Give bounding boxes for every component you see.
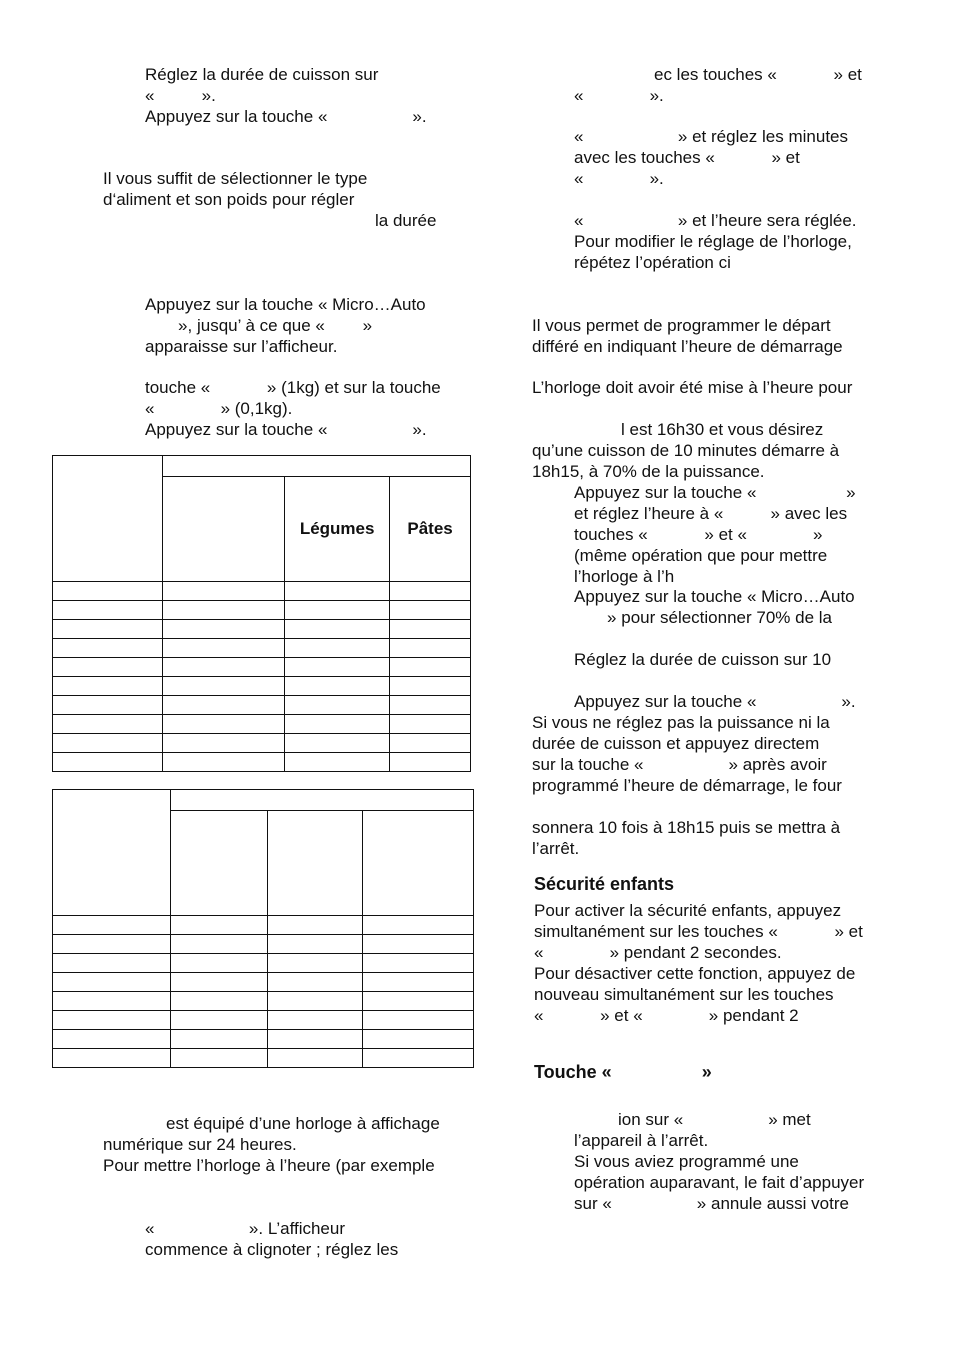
child-lock-text: nouveau simultanément sur les touches xyxy=(534,985,834,1004)
clock-step-text: répétez l’opération ci xyxy=(574,253,731,272)
paragraph-text: la durée xyxy=(375,211,437,230)
section-title-stop-key: Touche « » xyxy=(534,1062,712,1082)
step-text: touche « » (1kg) et sur la touche xyxy=(145,378,441,397)
delay-step-text: et réglez l’heure à « » avec les xyxy=(574,504,848,523)
clock-text: est équipé d’une horloge à affichage xyxy=(166,1114,440,1133)
delay-text: programmé l’heure de démarrage, le four xyxy=(532,776,842,795)
delay-text: qu’une cuisson de 10 minutes démarre à xyxy=(532,441,840,460)
child-lock-text: Pour activer la sécurité enfants, appuyez xyxy=(534,901,842,920)
step-text: Appuyez sur la touche « ». xyxy=(145,420,427,439)
step-text: Appuyez sur la touche « ». xyxy=(145,107,427,126)
delay-step-text: Réglez la durée de cuisson sur 10 xyxy=(574,650,832,669)
clock-text: « ». L’afficheur xyxy=(145,1219,346,1238)
delay-text: l’arrêt. xyxy=(532,839,580,858)
clock-step-text: « » et l’heure sera réglée. xyxy=(574,211,857,230)
column-header-legumes: Légumes xyxy=(285,477,390,582)
delay-step-text: Appuyez sur la touche « » xyxy=(574,483,856,502)
clock-step-text: ec les touches « » et xyxy=(654,65,862,84)
delay-text: Si vous ne réglez pas la puissance ni la xyxy=(532,713,830,732)
paragraph-text: Il vous suffit de sélectionner le type xyxy=(103,169,368,188)
child-lock-text: Pour désactiver cette fonction, appuyez de xyxy=(534,964,856,983)
delay-text: sur la touche « » après avoir xyxy=(532,755,827,774)
delay-step-text: (même opération que pour mettre xyxy=(574,546,828,565)
delay-step-text: Appuyez sur la touche « ». xyxy=(574,692,856,711)
auto-cook-table-1 xyxy=(52,455,471,772)
step-text: « » (0,1kg). xyxy=(145,399,293,418)
section-title-child-lock: Sécurité enfants xyxy=(534,874,675,894)
delay-step-text: l’horloge à l’h xyxy=(574,567,675,586)
stop-key-text: sur « » annule aussi votre xyxy=(574,1194,849,1213)
delay-text: sonnera 10 fois à 18h15 puis se mettra à xyxy=(532,818,841,837)
step-text: Appuyez sur la touche « Micro…Auto xyxy=(145,295,426,314)
step-text: « ». xyxy=(145,86,216,105)
delay-step-text: Appuyez sur la touche « Micro…Auto xyxy=(574,587,855,606)
delay-text: l est 16h30 et vous désirez xyxy=(621,420,824,439)
paragraph-text: d‘aliment et son poids pour régler xyxy=(103,190,355,209)
delay-text: durée de cuisson et appuyez directem xyxy=(532,734,820,753)
delay-text: L’horloge doit avoir été mise à l’heure pour xyxy=(532,378,853,397)
stop-key-text: Si vous aviez programmé une xyxy=(574,1152,799,1171)
clock-step-text: Pour modifier le réglage de l’horloge, xyxy=(574,232,852,251)
column-header-pates: Pâtes xyxy=(390,477,471,582)
delay-step-text: touches « » et « » xyxy=(574,525,823,544)
delay-step-text: » pour sélectionner 70% de la xyxy=(574,608,832,627)
clock-text: numérique sur 24 heures. xyxy=(103,1135,297,1154)
delay-text: Il vous permet de programmer le départ xyxy=(532,316,831,335)
child-lock-text: « » pendant 2 secondes. xyxy=(534,943,782,962)
stop-key-text: opération auparavant, le fait d’appuyer xyxy=(574,1173,865,1192)
clock-text: commence à clignoter ; réglez les xyxy=(145,1240,399,1259)
stop-key-text: l’appareil à l’arrêt. xyxy=(574,1131,709,1150)
clock-text: Pour mettre l’horloge à l’heure (par exemple xyxy=(103,1156,435,1175)
clock-step-text: avec les touches « » et xyxy=(574,148,800,167)
clock-step-text: « ». xyxy=(574,86,664,105)
delay-text: 18h15, à 70% de la puissance. xyxy=(532,462,765,481)
child-lock-text: simultanément sur les touches « » et xyxy=(534,922,863,941)
step-text: apparaisse sur l’afficheur. xyxy=(145,337,338,356)
auto-cook-table-2 xyxy=(52,789,474,1068)
stop-key-text: ion sur « » met xyxy=(618,1110,811,1129)
delay-text: différé en indiquant l’heure de démarrage xyxy=(532,337,843,356)
child-lock-text: « » et « » pendant 2 xyxy=(534,1006,799,1025)
clock-step-text: « ». xyxy=(574,169,664,188)
clock-step-text: « » et réglez les minutes xyxy=(574,127,849,146)
step-text: Réglez la durée de cuisson sur xyxy=(145,65,379,84)
step-text: », jusqu’ à ce que « » xyxy=(145,316,373,335)
